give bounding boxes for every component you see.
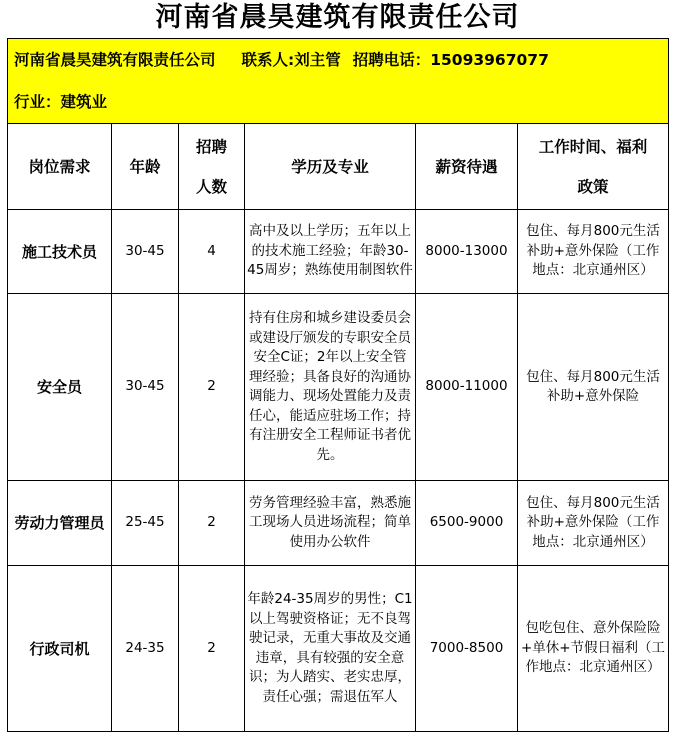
- header-position: 岗位需求: [8, 124, 112, 210]
- requirements-cell: 劳务管理经验丰富，熟悉施工现场人员进场流程；简单使用办公软件: [245, 481, 416, 566]
- requirements-cell: 年龄24-35周岁的男性；C1以上驾驶资格证；无不良驾驶记录，无重大事故及交通违章，具有较强的安全意识；为人踏实、老实忠厚，责任心强；需退伍军人: [245, 566, 416, 732]
- salary-cell: 8000-13000: [416, 210, 518, 294]
- table-row: [8, 566, 669, 732]
- welfare-cell: 包住、每月800元生活补助+意外保险: [518, 294, 669, 481]
- salary-cell: 8000-11000: [416, 294, 518, 481]
- salary-cell: 6500-9000: [416, 481, 518, 566]
- count-cell: 4: [179, 210, 245, 294]
- requirements-cell: 高中及以上学历；五年以上的技术施工经验；年龄30-45周岁；熟练使用制图软件: [245, 210, 416, 294]
- count-cell: 2: [179, 566, 245, 732]
- company-info-row: [8, 39, 669, 124]
- header-education: 学历及专业: [245, 124, 416, 210]
- job-table: [7, 38, 669, 732]
- recruit-phone: 招聘电话：15093967077: [352, 51, 549, 69]
- age-cell: 30-45: [112, 294, 179, 481]
- salary-cell: 7000-8500: [416, 566, 518, 732]
- industry: 行业：建筑业: [14, 93, 108, 111]
- header-count: [179, 124, 245, 210]
- header-welfare-line1: 工作时间、福利: [538, 137, 648, 156]
- header-count-line2: 人数: [195, 177, 227, 196]
- contact-person: 联系人:刘主管: [241, 51, 341, 69]
- position-cell: 安全员: [8, 294, 112, 481]
- header-welfare: [518, 124, 669, 210]
- count-cell: 2: [179, 481, 245, 566]
- company-name: 河南省晨昊建筑有限责任公司: [14, 51, 216, 69]
- header-count-line1: 招聘: [195, 137, 227, 156]
- header-row: [8, 124, 669, 210]
- age-cell: 25-45: [112, 481, 179, 566]
- table-row: [8, 294, 669, 481]
- position-cell: 施工技术员: [8, 210, 112, 294]
- table-row: [8, 481, 669, 566]
- company-info-cell: [8, 39, 669, 124]
- requirements-cell: 持有住房和城乡建设委员会或建设厅颁发的专职安全员安全C证；2年以上安全管理经验；具备良好的沟通协调能力、现场处置能力及责任心，能适应驻场工作；持有注册安全工程师证书者优先。: [245, 294, 416, 481]
- welfare-cell: 包住、每月800元生活补助+意外保险（工作地点：北京通州区）: [518, 210, 669, 294]
- age-cell: 30-45: [112, 210, 179, 294]
- count-cell: 2: [179, 294, 245, 481]
- header-age: 年龄: [112, 124, 179, 210]
- table-row: [8, 210, 669, 294]
- welfare-cell: 包吃包住、意外保险险+单休+节假日福利（工作地点：北京通州区）: [518, 566, 669, 732]
- position-cell: 劳动力管理员: [8, 481, 112, 566]
- page-title: 河南省晨昊建筑有限责任公司: [155, 2, 520, 33]
- position-cell: 行政司机: [8, 566, 112, 732]
- welfare-cell: 包住、每月800元生活补助+意外保险（工作地点：北京通州区）: [518, 481, 669, 566]
- header-salary: 薪资待遇: [416, 124, 518, 210]
- age-cell: 24-35: [112, 566, 179, 732]
- header-welfare-line2: 政策: [577, 177, 609, 196]
